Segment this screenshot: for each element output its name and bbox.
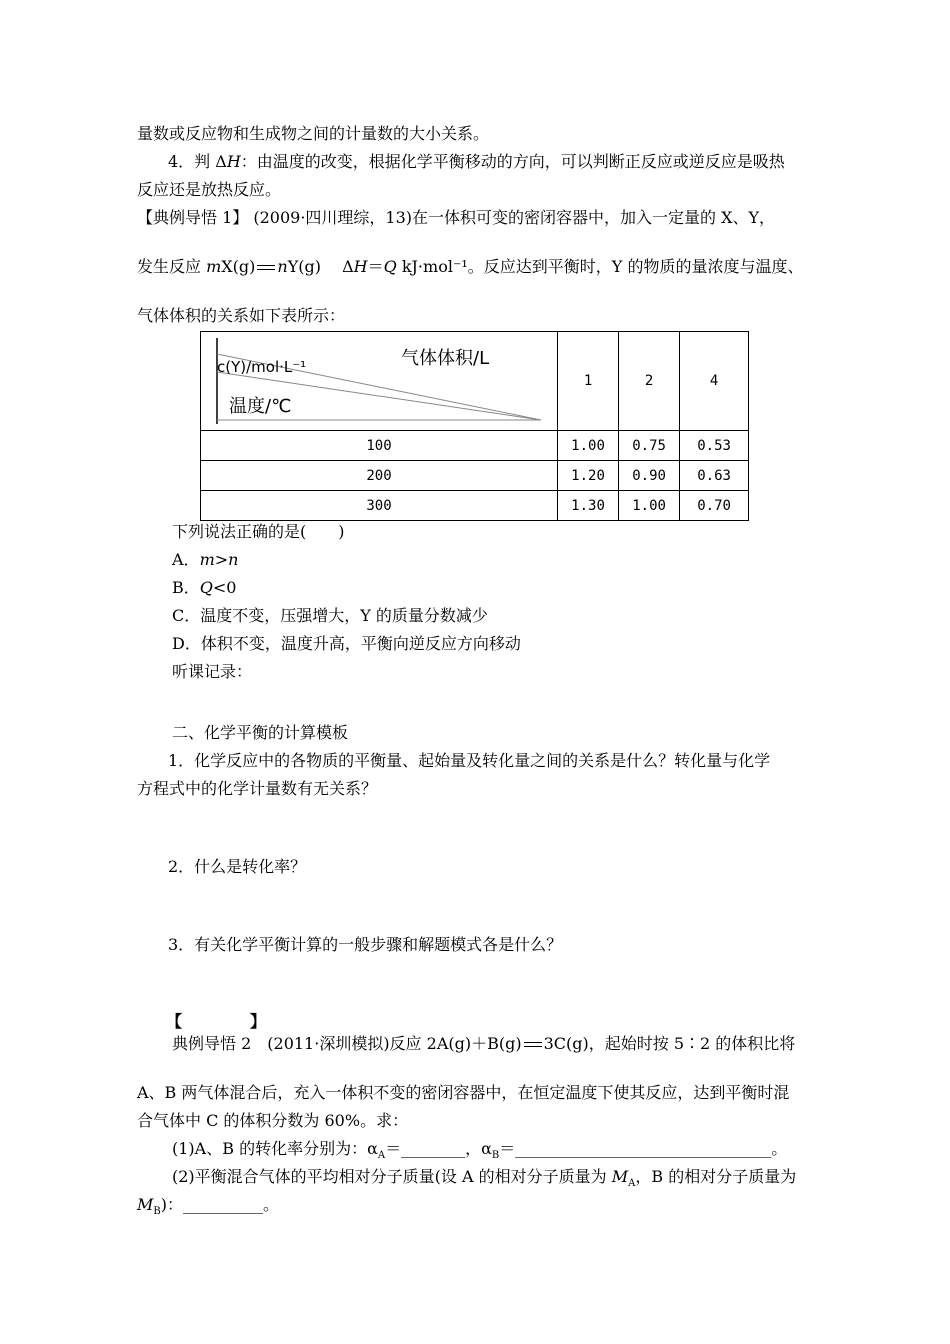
table-row: [201, 431, 749, 461]
p1: 量数或反应物和生成物之间的计量数的大小关系。: [137, 124, 490, 143]
option-a-n: n: [228, 550, 239, 569]
example2-line2: A、B 两气体混合后，充入一体积不变的密闭容器中，在恒定温度下使其反应，达到平衡时混: [137, 1083, 790, 1102]
table-cell: 0.63: [680, 461, 749, 491]
ex1-c: Y(g) Δ: [287, 257, 354, 276]
table-cell: 0.53: [680, 431, 749, 461]
col-header-3: 4: [680, 332, 749, 431]
section2-q2: 2．什么是转化率？: [168, 857, 307, 876]
example1-line3: 气体体积的关系如下表所示：: [137, 306, 346, 325]
example2-line1: [172, 1034, 795, 1054]
question1-stem: 下列说法正确的是( ): [172, 522, 345, 541]
example2-line3: 合气体中 C 的体积分数为 60%。求：: [137, 1111, 409, 1130]
table-cell: 1.20: [558, 461, 619, 491]
table-cell: 1.00: [558, 431, 619, 461]
example2-q1: [172, 1139, 787, 1166]
ex2-q2-post: )：__________。: [160, 1195, 279, 1214]
notes-label: 听课记录：: [172, 662, 253, 681]
option-b: [172, 578, 236, 598]
example1-line2: [137, 257, 803, 277]
diagonal-header-cell: [201, 332, 558, 431]
ex2-q2-a: (2)平衡混合气体的平均相对分子质量(设 A 的相对分子质量为: [172, 1167, 612, 1186]
ex1-Q: Q: [383, 257, 397, 276]
table-cell: 1.00: [619, 491, 680, 521]
ex2-q2-MA-sub: A: [628, 1178, 636, 1190]
ex2-q2-b: ，B 的相对分子质量为: [635, 1167, 797, 1186]
p2-H: H: [226, 152, 241, 171]
table-cell: 0.90: [619, 461, 680, 491]
row-temp: 200: [201, 461, 558, 491]
ex2-q2-MB: M: [137, 1195, 154, 1214]
ex1-b: X(g): [221, 257, 256, 276]
section2-title: 二、化学平衡的计算模板: [172, 723, 349, 742]
col-header-2: 2: [619, 332, 680, 431]
ex2-q2-MA: M: [611, 1167, 629, 1186]
header-volume-label: 气体体积/L: [401, 348, 490, 369]
p2-line1: [168, 152, 785, 172]
ex1-n: n: [277, 257, 288, 276]
example2-q2-line1: [172, 1167, 796, 1194]
ex1-m: m: [206, 257, 222, 276]
p2-pre: 4．判 Δ: [168, 152, 227, 171]
ex2-line1-a: 典例导悟 2 (2011·深圳模拟)反应 2A(g)＋B(g): [172, 1034, 522, 1053]
ex1-H: H: [353, 257, 368, 276]
example2-q2-line2: [137, 1195, 279, 1222]
ex1-a: 发生反应: [137, 257, 207, 276]
col-header-1: 1: [558, 332, 619, 431]
example1-line1: 【典例导悟 1】 (2009·四川理综，13)在一体积可变的密闭容器中，加入一定量的 X、Y，: [137, 208, 776, 227]
option-b-post: <0: [212, 578, 237, 597]
option-a-label: A．: [172, 550, 200, 569]
ex2-q1-mid: ＝________，α: [385, 1139, 492, 1158]
option-b-Q: Q: [199, 578, 213, 597]
ex2-q1-subA: A: [377, 1150, 386, 1162]
option-b-label: B．: [172, 578, 200, 597]
table-row: [201, 491, 749, 521]
row-temp: 300: [201, 491, 558, 521]
p2-post: ：由温度的改变，根据化学平衡移动的方向，可以判断正反应或逆反应是吸热: [240, 152, 785, 171]
equilibrium-arrow-icon: [255, 260, 277, 274]
table-cell: 1.30: [558, 491, 619, 521]
option-c: C．温度不变，压强增大，Y 的质量分数减少: [172, 606, 488, 625]
ex1-e: kJ·mol⁻¹。反应达到平衡时，Y 的物质的量浓度与温度、: [396, 257, 804, 276]
ex2-q2-MB-sub: B: [153, 1206, 161, 1218]
example2-bracket-right: 】: [250, 1012, 267, 1031]
option-d: D．体积不变，温度升高，平衡向逆反应方向移动: [172, 634, 521, 653]
option-a: [172, 550, 238, 570]
concentration-table: [200, 331, 749, 521]
option-a-m: m: [199, 550, 215, 569]
row-temp: 100: [201, 431, 558, 461]
ex2-q1-pre: (1)A、B 的转化率分别为：α: [172, 1139, 378, 1158]
example2-bracket-left: 【: [166, 1012, 183, 1031]
section2-q1-line2: 方程式中的化学计量数有无关系？: [137, 779, 378, 798]
section2-q3: 3．有关化学平衡计算的一般步骤和解题模式各是什么？: [168, 935, 563, 954]
p2-line2: 反应还是放热反应。: [137, 180, 282, 199]
option-a-gt: >: [214, 550, 229, 569]
header-temp-label: 温度/℃: [229, 396, 292, 417]
ex2-q1-subB: B: [491, 1150, 500, 1162]
table-header-row: [201, 332, 749, 431]
ex1-d: ＝: [367, 257, 384, 276]
section2-q1-line1: 1．化学反应中的各物质的平衡量、起始量及转化量之间的关系是什么？转化量与化学: [168, 751, 771, 770]
ex2-line1-b: 3C(g)，起始时按 5∶2 的体积比将: [543, 1034, 796, 1053]
header-conc-label: c(Y)/mol·L⁻¹: [217, 358, 307, 376]
table-cell: 0.75: [619, 431, 680, 461]
equilibrium-arrow-icon: [522, 1037, 544, 1051]
ex2-q1-post: ＝________________________________。: [499, 1139, 788, 1158]
table-row: [201, 461, 749, 491]
table-cell: 0.70: [680, 491, 749, 521]
